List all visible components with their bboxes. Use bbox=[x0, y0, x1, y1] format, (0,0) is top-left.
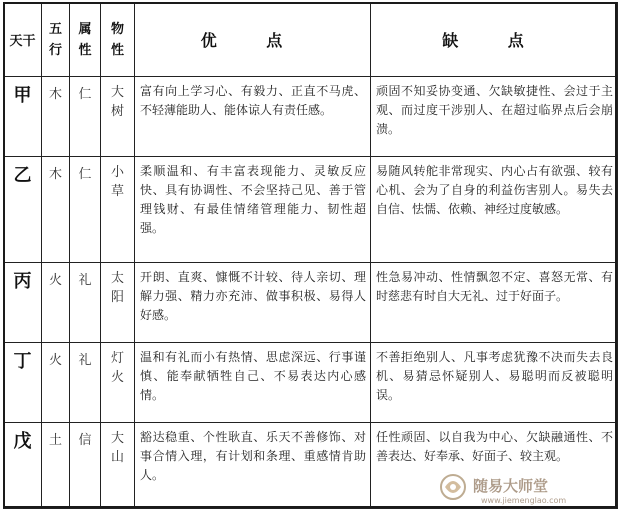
nature-text: 灯火 bbox=[110, 351, 124, 385]
stem-cell: 丁 bbox=[4, 343, 42, 423]
element-cell: 木 bbox=[42, 157, 70, 263]
header-pros: 优 点 bbox=[135, 3, 371, 77]
attribute-cell: 仁 bbox=[70, 157, 101, 263]
header-cons: 缺 点 bbox=[371, 3, 618, 77]
watermark-logo bbox=[437, 471, 607, 507]
cons-cell: 不善拒绝别人、凡事考虑犹豫不决而失去良机、易猜忌怀疑别人、易聪明而反被聪明误。 bbox=[371, 343, 618, 423]
element-cell: 木 bbox=[42, 77, 70, 157]
nature-text: 太阳 bbox=[110, 271, 124, 305]
nature-text: 大树 bbox=[110, 85, 124, 119]
cons-cell: 任性顽固、以自我为中心、欠缺融通性、不善表达、好奉承、好面子、较主观。 bbox=[371, 423, 618, 509]
stem-cell: 甲 bbox=[4, 77, 42, 157]
nature-text: 小草 bbox=[110, 165, 124, 199]
element-cell: 火 bbox=[42, 343, 70, 423]
nature-text: 大山 bbox=[110, 431, 124, 465]
pros-cell: 柔顺温和、有丰富表现能力、灵敏反应快、具有协调性、不会坚持己见、善于管理钱财、有最佳情绪管理能力、韧性超强。 bbox=[135, 157, 371, 263]
cons-cell: 顽固不知妥协变通、欠缺敏捷性、会过于主观、而过度干涉别人、在超过临界点后会崩溃。 bbox=[371, 77, 618, 157]
table-outer-border bbox=[3, 2, 617, 508]
attribute-cell: 礼 bbox=[70, 343, 101, 423]
attribute-cell: 信 bbox=[70, 423, 101, 509]
pros-cell: 开朗、直爽、慷慨不计较、待人亲切、理解力强、精力亦充沛、做事积极、易得人好感。 bbox=[135, 263, 371, 343]
header-nature-text: 物性 bbox=[110, 21, 124, 58]
stem-cell: 乙 bbox=[4, 157, 42, 263]
attribute-cell: 礼 bbox=[70, 263, 101, 343]
attribute-cell: 仁 bbox=[70, 77, 101, 157]
cons-cell: 易随风转舵非常现实、内心占有欲强、较有心机、会为了自身的利益伤害别人。易失去自信、怯懦、依赖、神经过度敏感。 bbox=[371, 157, 618, 263]
cons-cell: 性急易冲动、性情飘忽不定、喜怒无常、有时慈悲有时自大无礼、过于好面子。 bbox=[371, 263, 618, 343]
stem-cell: 丙 bbox=[4, 263, 42, 343]
header-element-text: 五行 bbox=[48, 21, 62, 58]
watermark-site-name: 随易大师堂 bbox=[473, 477, 549, 495]
header-stem: 天干 bbox=[4, 3, 42, 77]
watermark-emblem-icon bbox=[441, 475, 465, 499]
watermark-url: www.jiemenglao.com bbox=[481, 496, 567, 505]
element-cell: 火 bbox=[42, 263, 70, 343]
pros-cell: 豁达稳重、个性耿直、乐天不善修饰、对事合情入理，有计划和条理、重感情肯助人。 bbox=[135, 423, 371, 509]
pros-cell: 富有向上学习心、有毅力、正直不马虎、不轻薄能助人、能体谅人有责任感。 bbox=[135, 77, 371, 157]
element-cell: 土 bbox=[42, 423, 70, 509]
stem-cell: 戊 bbox=[4, 423, 42, 509]
pros-cell: 温和有礼而小有热情、思虑深远、行事谨慎、能奉献牺牲自己、不易表达内心感情。 bbox=[135, 343, 371, 423]
header-attribute-text: 属性 bbox=[78, 21, 92, 58]
